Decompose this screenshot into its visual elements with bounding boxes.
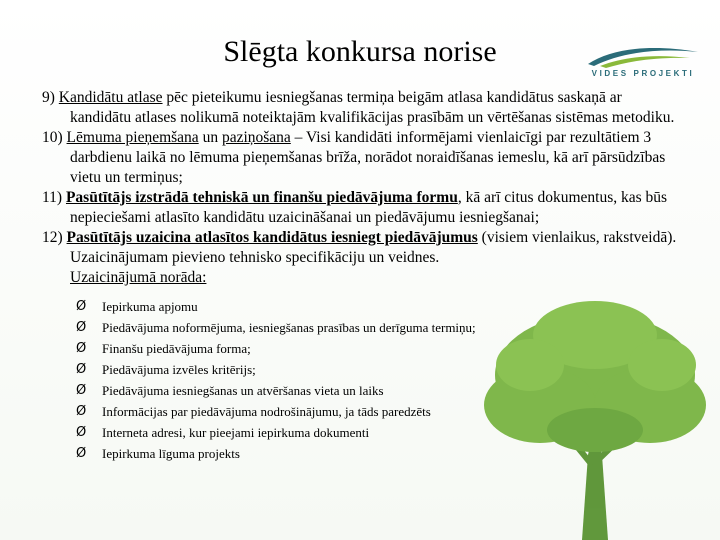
list-item-text: Finanšu piedāvājuma forma; xyxy=(102,341,251,356)
item-number: 11) xyxy=(42,189,63,206)
list-item xyxy=(76,380,680,401)
item-text: , kā arī citus dokumentus, kas būs nepieciešami atlasīto kandidātu uzaicināšanai un piedāvājumu iesniegšanai; xyxy=(70,189,668,226)
list-item-text: Iepirkuma līguma projekts xyxy=(102,446,240,461)
item-heading-secondary: paziņošana xyxy=(221,129,291,146)
invitation-label xyxy=(70,268,680,288)
item-9 xyxy=(40,88,680,128)
item-number: 10) xyxy=(42,129,63,146)
list-item xyxy=(76,359,680,380)
list-item xyxy=(76,317,680,338)
list-item xyxy=(76,422,680,443)
arrow-bullet-icon: Ø xyxy=(76,404,87,419)
invitation-bullets xyxy=(76,296,680,464)
list-item-text: Piedāvājuma izvēles kritērijs; xyxy=(102,362,256,377)
item-text: – Visi kandidāti informējami vienlaicīgi par rezultātiem 3 darbdienu laikā no lēmuma pieņemšanas brīža, norādot noraidīšanas iemeslu, kā arī pārsūdzības vietu un termiņus; xyxy=(70,129,666,186)
item-number: 9) xyxy=(42,89,55,106)
list-item-text: Interneta adresi, kur pieejami iepirkuma dokumenti xyxy=(102,425,370,440)
item-number: 12) xyxy=(42,229,63,246)
item-heading: Pasūtītājs uzaicina atlasītos kandidātus iesniegt piedāvājumus xyxy=(66,229,478,246)
arrow-bullet-icon: Ø xyxy=(76,320,87,335)
arrow-bullet-icon: Ø xyxy=(76,362,87,377)
item-text: pēc pieteikumu iesniegšanas termiņa beigām atlasa kandidātus saskaņā ar kandidātu atlases nolikumā noteiktajām kvalifikācijas prasībām un vērtēšanas sistēmas metodiku. xyxy=(70,89,675,126)
arrow-bullet-icon: Ø xyxy=(76,383,87,398)
arrow-bullet-icon: Ø xyxy=(76,425,87,440)
logo-swoosh-icon xyxy=(582,42,704,70)
list-item xyxy=(76,296,680,317)
item-joiner: un xyxy=(198,129,222,146)
slide-title: Slēgta konkursa norise xyxy=(223,35,497,68)
logo-text: VIDES PROJEKTI xyxy=(591,69,695,78)
list-item xyxy=(76,443,680,464)
list-item xyxy=(76,338,680,359)
arrow-bullet-icon: Ø xyxy=(76,446,87,461)
item-11 xyxy=(40,188,680,228)
vides-projekti-logo xyxy=(582,42,704,82)
item-text: (visiem vienlaikus, rakstveidā). Uzaicinājumam pievieno tehnisko specifikāciju un veidnes. xyxy=(70,229,677,266)
invitation-label-text: Uzaicinājumā norāda: xyxy=(70,269,207,286)
arrow-bullet-icon: Ø xyxy=(76,299,87,314)
arrow-bullet-icon: Ø xyxy=(76,341,87,356)
item-heading: Lēmuma pieņemšana xyxy=(66,129,199,146)
item-10 xyxy=(40,128,680,188)
list-item-text: Iepirkuma apjomu xyxy=(102,299,198,314)
item-12 xyxy=(40,228,680,268)
list-item-text: Informācijas par piedāvājuma nodrošinājumu, ja tāds paredzēts xyxy=(102,404,431,419)
list-item xyxy=(76,401,680,422)
slide-content xyxy=(40,88,680,464)
item-heading: Kandidātu atlase xyxy=(58,89,163,106)
item-heading: Pasūtītājs izstrādā tehniskā un finanšu piedāvājuma formu xyxy=(65,189,458,206)
list-item-text: Piedāvājuma iesniegšanas un atvēršanas vieta un laiks xyxy=(102,383,384,398)
list-item-text: Piedāvājuma noformējuma, iesniegšanas prasības un derīguma termiņu; xyxy=(102,320,476,335)
